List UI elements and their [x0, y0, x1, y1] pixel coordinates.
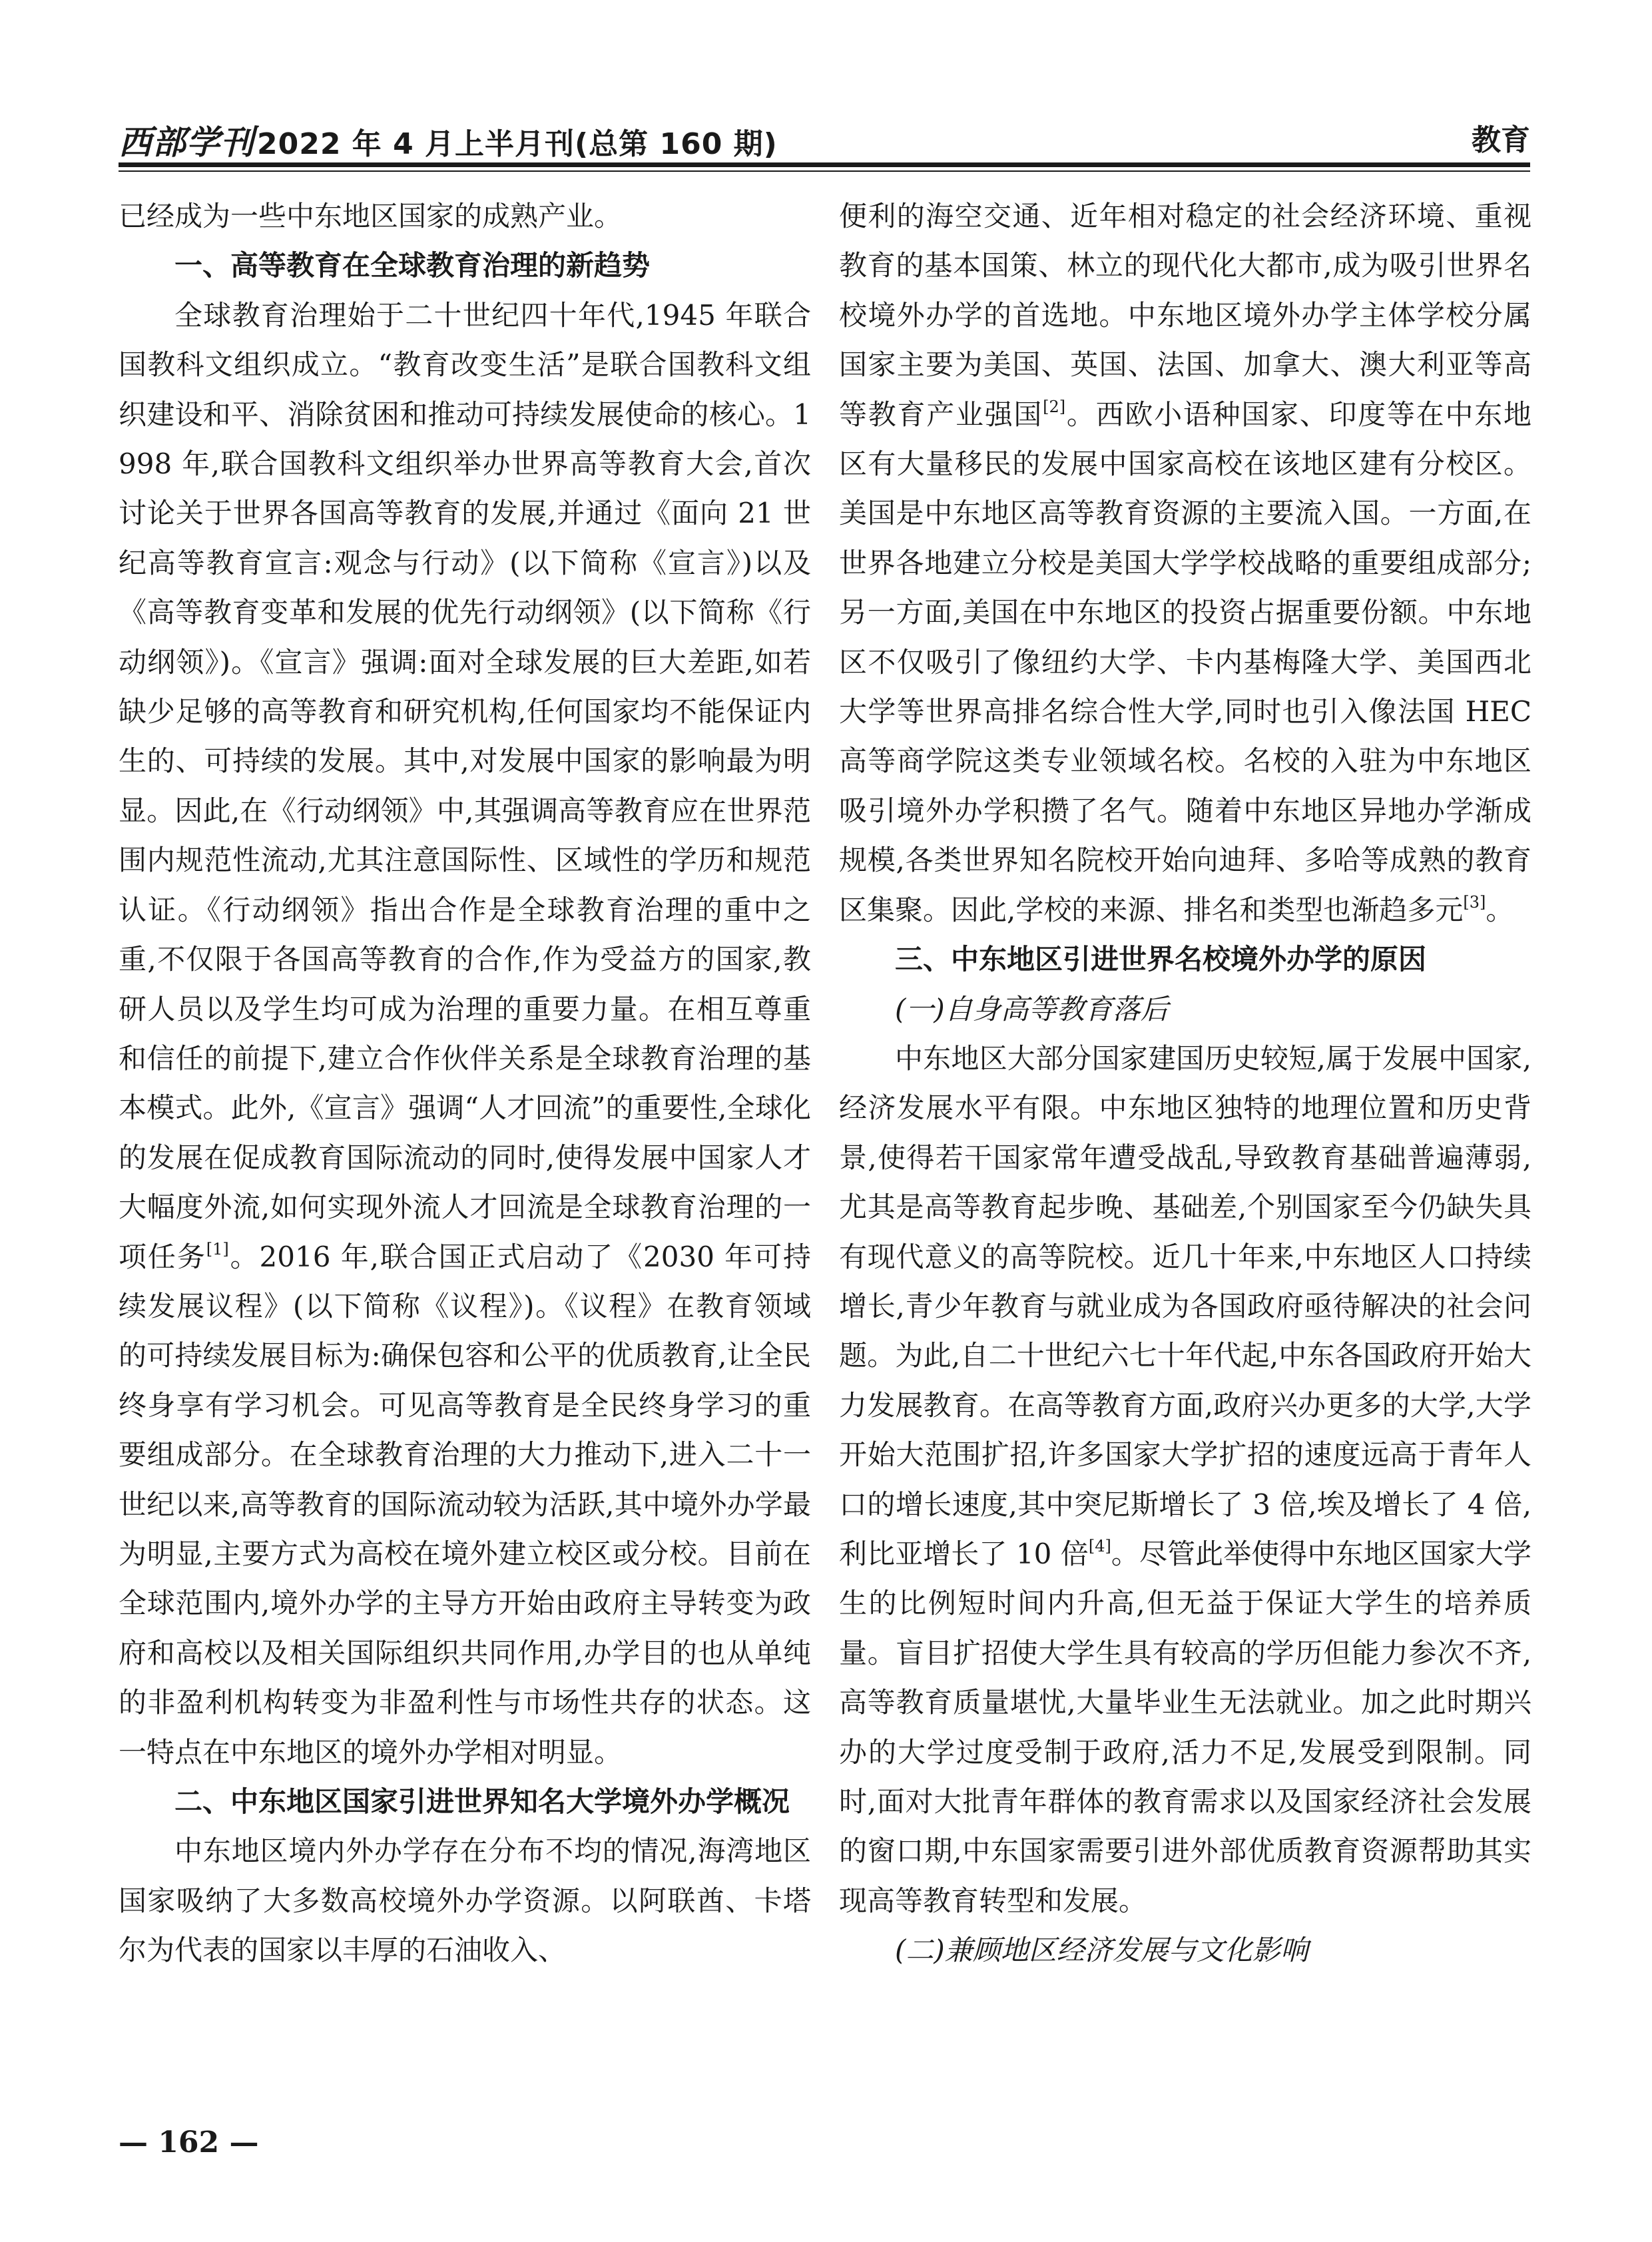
paragraph-text: 中东地区大部分国家建国历史较短,属于发展中国家,经济发展水平有限。中东地区独特的地理位置和历史背景,使得若干国家常年遭受战乱,导致教育基础普遍薄弱,尤其是高等教育起步晚、基础差,个别国家至今仍缺失具有现代意义的高等院校。近几十年来,中东地区人口持续增长,青少年教育与就业成为各国政府亟待解决的社会问题。为此,自二十世纪六七十年代起,中东各国政府开始大力发展教育。在高等教育方面,政府兴办更多的大学,大学开始大范围扩招,许多国家大学扩招的速度远高于青年人口的增长速度,其中突尼斯增长了 3 倍,埃及增长了 4 倍,利比亚增长了 10 倍 — [839, 1041, 1531, 1570]
citation-ref: [3] — [1463, 892, 1486, 912]
paragraph-text: 。2016 年,联合国正式启动了《2030 年可持续发展议程》(以下简称《议程》)。《议程》在教育领域的可持续发展目标为:确保包容和公平的优质教育,让全民终身享有学习机会。可见高等教育是全民终身学习的重要组成部分。在全球教育治理的大力推动下,进入二十一世纪以来,高等教育的国际流动较为活跃,其中境外办学最为明显,主要方式为高校在境外建立校区或分校。目前在全球范围内,境外办学的主导方开始由政府主导转变为政府和高校以及相关国际组织共同作用,办学目的也从单纯的非盈利机构转变为非盈利性与市场性共存的状态。这一特点在中东地区的境外办学相对明显。 — [119, 1240, 811, 1769]
paragraph-text: 全球教育治理始于二十世纪四十年代,1945 年联合国教科文组织成立。“教育改变生活”是联合国教科文组织建设和平、消除贫困和推动可持续发展使命的核心。1998 年,联合国教科文组织举办世界高等教育大会,首次讨论关于世界各国高等教育的发展,并通过《面向 21 世纪高等教育宣言:观念与行动》(以下简称《宣言》)以及《高等教育变革和发展的优先行动纲领》(以下简称《行动纲领》)。《宣言》强调:面对全球发展的巨大差距,如若缺少足够的高等教育和研究机构,任何国家均不能保证内生的、可持续的发展。其中,对发展中国家的影响最为明显。因此,在《行动纲领》中,其强调高等教育应在世界范围内规范性流动,尤其注意国际性、区域性的学历和规范认证。《行动纲领》指出合作是全球教育治理的重中之重,不仅限于各国高等教育的合作,作为受益方的国家,教研人员以及学生均可成为治理的重要力量。在相互尊重和信任的前提下,建立合作伙伴关系是全球教育治理的基本模式。此外,《宣言》强调“人才回流”的重要性,全球化的发展在促成教育国际流动的同时,使得发展中国家人才大幅度外流,如何实现外流人才回流是全球教育治理的一项任务 — [119, 298, 811, 1273]
section-label: 教育 — [1472, 123, 1530, 157]
journal-logo: 西部学刊 — [119, 123, 254, 162]
paragraph-text: 便利的海空交通、近年相对稳定的社会经济环境、重视教育的基本国策、林立的现代化大都市,成为吸引世界名校境外办学的首选地。中东地区境外办学主体学校分属国家主要为美国、英国、法国、加拿大、澳大利亚等高等教育产业强国 — [839, 200, 1531, 431]
running-header — [119, 112, 1530, 162]
paragraph-text: 。西欧小语种国家、印度等在中东地区有大量移民的发展中国家高校在该地区建有分校区。美国是中东地区高等教育资源的主要流入国。一方面,在世界各地建立分校是美国大学学校战略的重要组成部分;另一方面,美国在中东地区的投资占据重要份额。中东地区不仅吸引了像纽约大学、卡内基梅隆大学、美国西北大学等世界高排名综合性大学,同时也引入像法国 HEC 高等商学院这类专业领域名校。名校的入驻为中东地区吸引境外办学积攒了名气。随着中东地区异地办学渐成规模,各类世界知名院校开始向迪拜、多哈等成熟的教育区集聚。因此,学校的来源、排名和类型也渐趋多元 — [839, 398, 1531, 926]
paragraph-continued — [839, 192, 1531, 935]
journal-issue-info — [119, 116, 778, 164]
subsection-heading-2: (二)兼顾地区经济发展与文化影响 — [895, 1934, 1308, 1967]
citation-ref: [1] — [206, 1239, 229, 1259]
section-heading-1: 一、高等教育在全球教育治理的新趋势 — [174, 249, 651, 282]
paragraph-overview: 中东地区境内外办学存在分布不均的情况,海湾地区国家吸纳了大多数高校境外办学资源。以阿联酋、卡塔尔为代表的国家以丰厚的石油收入、 — [119, 1834, 811, 1967]
paragraph-text: 。 — [1486, 893, 1514, 926]
citation-ref: [2] — [1043, 397, 1066, 416]
subsection-heading-1: (一)自身高等教育落后 — [895, 992, 1169, 1025]
page-number: — 162 — — [119, 2125, 259, 2159]
header-rule-thick — [119, 162, 1530, 167]
paragraph-continued: 已经成为一些中东地区国家的成熟产业。 — [119, 200, 623, 232]
header-rule-thin — [119, 170, 1530, 172]
paragraph-text: 。尽管此举使得中东地区国家大学生的比例短时间内升高,但无益于保证大学生的培养质量。盲目扩招使大学生具有较高的学历但能力参次不齐,高等教育质量堪忧,大量毕业生无法就业。加之此时期兴办的大学过度受制于政府,活力不足,发展受到限制。同时,面对大批青年群体的教育需求以及国家经济社会发展的窗口期,中东国家需要引进外部优质教育资源帮助其实现高等教育转型和发展。 — [839, 1537, 1531, 1917]
issue-text: 2022 年 4 月上半月刊(总第 160 期) — [257, 127, 778, 161]
section-heading-2: 二、中东地区国家引进世界知名大学境外办学概况 — [174, 1785, 790, 1818]
citation-ref: [4] — [1088, 1536, 1111, 1555]
paragraph-global-governance — [119, 291, 811, 1777]
section-heading-3: 三、中东地区引进世界名校境外办学的原因 — [895, 943, 1427, 976]
right-column — [839, 192, 1531, 1976]
left-column — [119, 192, 811, 1976]
paragraph-reasons — [839, 1034, 1531, 1926]
